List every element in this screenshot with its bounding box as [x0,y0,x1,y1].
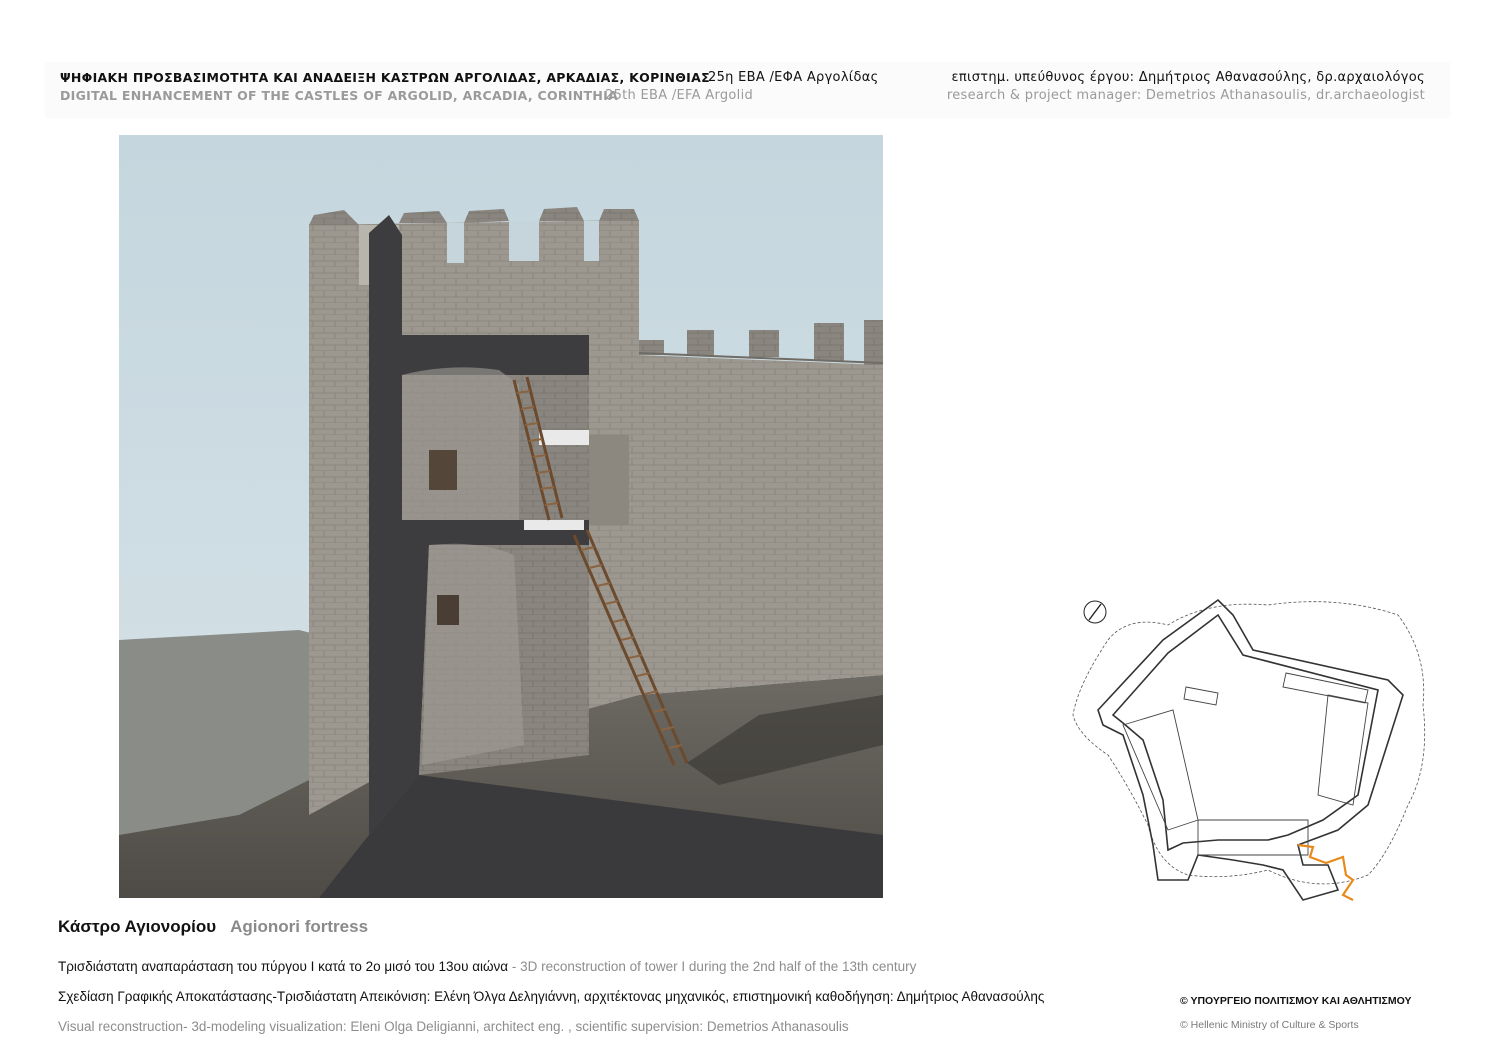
description-greek: Τρισδιάστατη αναπαράσταση του πύργου Ι κατά το 2ο μισό του 13ου αιώνα [58,959,509,974]
ephorate-greek: 25η ΕΒΑ /ΕΦΑ Αργολίδας [708,70,879,85]
fortress-name-greek: Κάστρο Αγιονορίου [58,917,217,936]
credits-greek: Σχεδίαση Γραφικής Αποκατάστασης-Τρισδιάστατη Απεικόνιση: Ελένη Όλγα Δεληγιάννη, αρχιτέκτονας μηχανικός, επιστημονική καθοδήγηση: Δημήτριος Αθανασούλης [58,989,1045,1004]
caption-description [58,959,916,974]
project-title-english: DIGITAL ENHANCEMENT OF THE CASTLES OF ARGOLID, ARCADIA, CORINTHIA [60,88,619,103]
tower-reconstruction-render [119,135,883,898]
ephorate-english: 25th EBA /EFA Argolid [605,88,754,103]
north-arrow-icon [1084,601,1106,623]
window-lower [437,595,459,625]
tower-section-drawing [119,135,883,898]
fortress-plan-drawing [1068,595,1433,915]
fortress-name-english: Agionori fortress [230,917,369,936]
project-title-greek: ΨΗΦΙΑΚΗ ΠΡΟΣΒΑΣΙΜΟΤΗΤΑ ΚΑΙ ΑΝΑΔΕΙΞΗ ΚΑΣΤΡΩΝ ΑΡΓΟΛΙΔΑΣ, ΑΡΚΑΔΙΑΣ, ΚΟΡΙΝΘΙΑΣ [60,70,710,85]
project-manager-english: research & project manager: Demetrios Athanasoulis, dr.archaeologist [946,88,1425,103]
ministry-copyright-english: © Hellenic Ministry of Culture & Sports [1180,1019,1359,1031]
header-banner [45,62,1450,118]
highlighted-tower-marker [1298,845,1353,900]
credits-english: Visual reconstruction- 3d-modeling visualization: Eleni Olga Deligianni, architect eng. , scientific supervision: Demetrios Athanasoulis [58,1019,849,1034]
internal-buildings [1123,673,1368,855]
description-english: - 3D reconstruction of tower I during the 2nd half of the 13th century [508,959,917,974]
caption-title [58,917,368,937]
window [429,450,457,490]
ministry-copyright-greek: © ΥΠΟΥΡΓΕΙΟ ΠΟΛΙΤΙΣΜΟΥ ΚΑΙ ΑΘΛΗΤΙΣΜΟΥ [1180,995,1412,1007]
site-plan [1068,595,1433,915]
curtain-wall [639,320,883,695]
project-manager-greek: επιστημ. υπεύθυνος έργου: Δημήτριος Αθανασούλης, δρ.αρχαιολόγος [951,70,1425,85]
